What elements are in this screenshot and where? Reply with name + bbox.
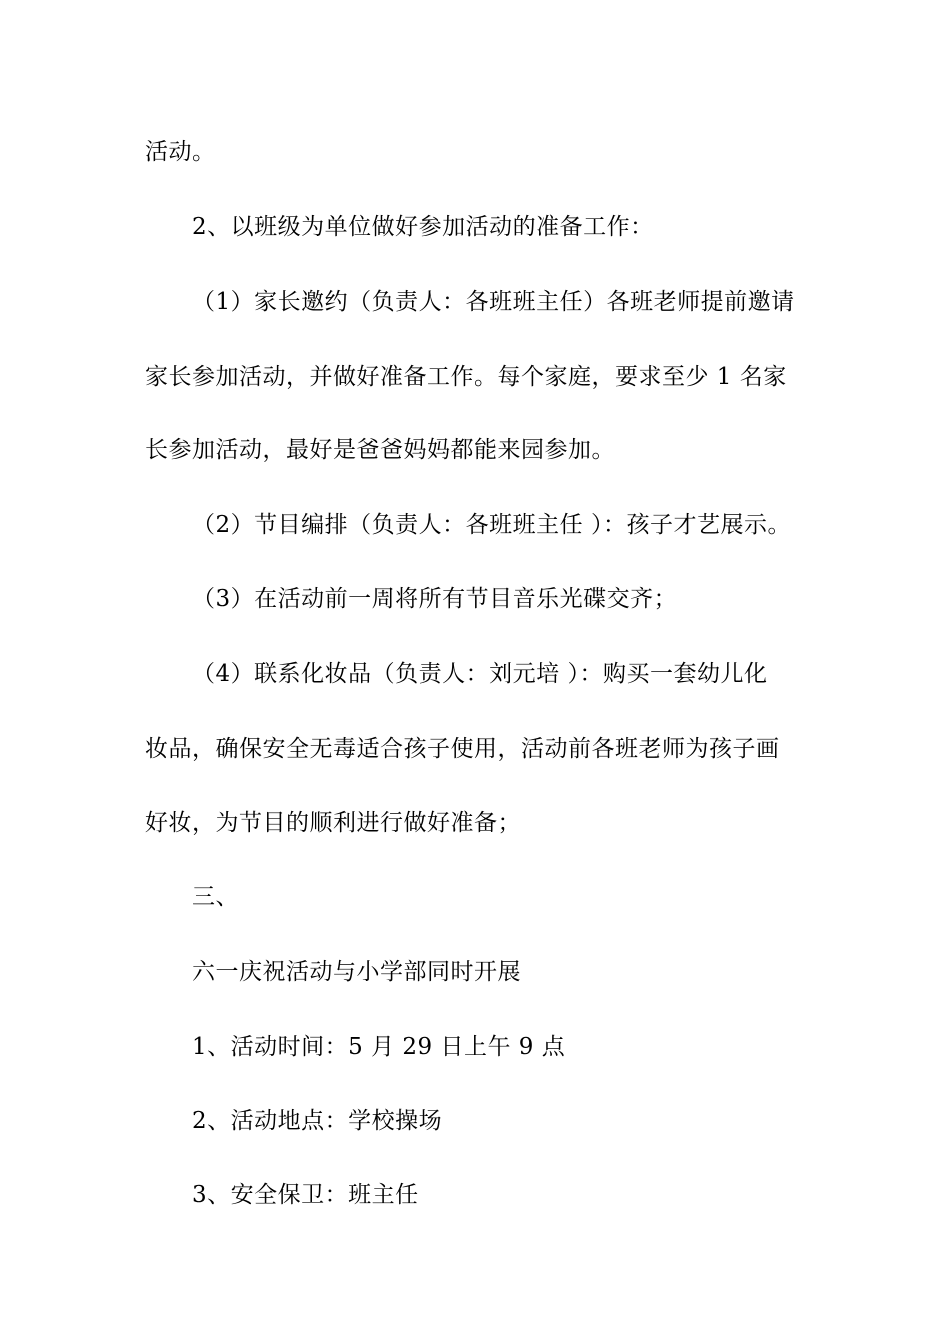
- text-line-5: 长参加活动，最好是爸爸妈妈都能来园参加。: [145, 437, 615, 463]
- text-line-11: 三、: [192, 884, 239, 910]
- text-line-14: 2、活动地点：学校操场: [192, 1108, 443, 1134]
- text-line-8: （4）联系化妆品（负责人：刘元培 ）：购买一套幼儿化: [192, 661, 768, 687]
- text-line-6: （2）节目编排（负责人：各班班主任 ）：孩子才艺展示。: [192, 512, 791, 538]
- text-line-9: 妆品，确保安全无毒适合孩子使用，活动前各班老师为孩子画: [145, 736, 780, 762]
- text-line-3: （1）家长邀约（负责人：各班班主任）各班老师提前邀请: [192, 289, 795, 315]
- text-line-10: 好妆，为节目的顺利进行做好准备；: [145, 810, 521, 836]
- text-line-12: 六一庆祝活动与小学部同时开展: [192, 959, 521, 985]
- text-line-2: 2、以班级为单位做好参加活动的准备工作：: [192, 214, 654, 240]
- text-line-4: 家长参加活动，并做好准备工作。每个家庭，要求至少 1 名家: [145, 364, 787, 390]
- text-line-7: （3）在活动前一周将所有节目音乐光碟交齐；: [192, 586, 678, 612]
- text-line-13: 1、活动时间：5 月 29 日上午 9 点: [192, 1034, 566, 1060]
- text-line-15: 3、安全保卫：班主任: [192, 1182, 419, 1208]
- text-line-1: 活动。: [145, 139, 216, 165]
